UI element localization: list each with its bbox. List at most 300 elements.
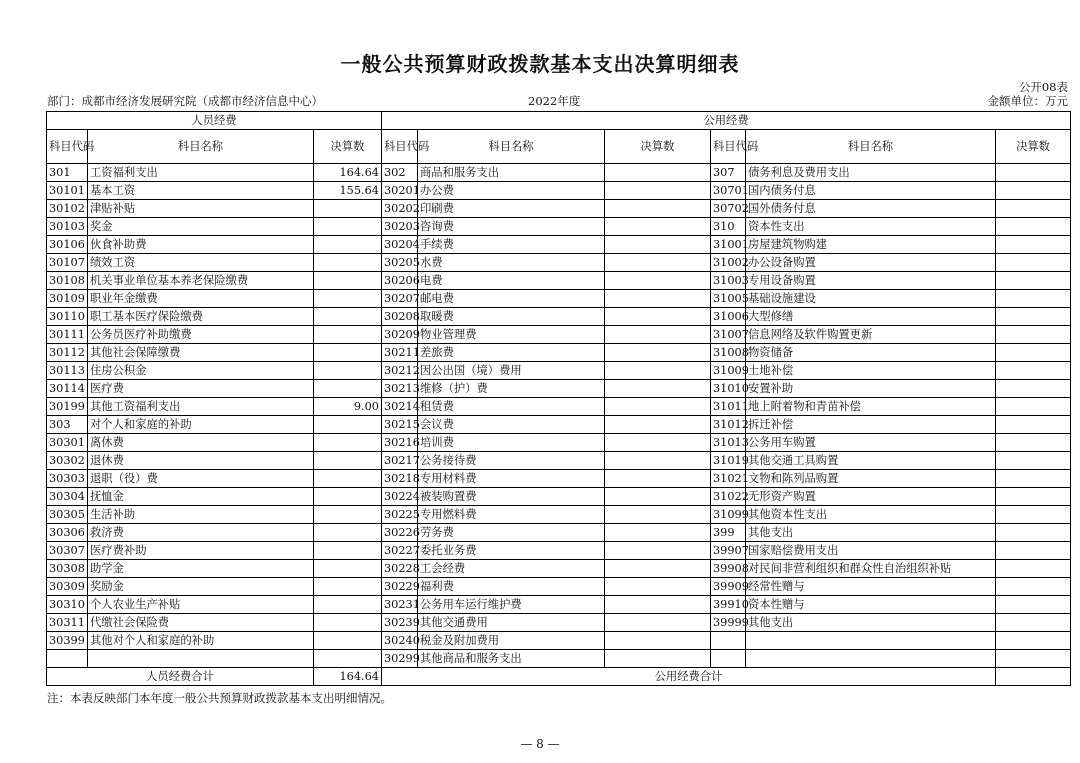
amount-cell — [314, 308, 382, 326]
page-title: 一般公共预算财政拨款基本支出决算明细表 — [340, 52, 740, 76]
amount-cell — [996, 272, 1071, 290]
personnel-total-label: 人员经费合计 — [47, 668, 314, 686]
table-row — [47, 524, 1071, 542]
amount-cell — [996, 452, 1071, 470]
table-row — [47, 254, 1071, 272]
subject-name: 伙食补助费 — [88, 236, 314, 254]
subject-code: 307 — [711, 164, 746, 182]
subject-code: 39910 — [711, 596, 746, 614]
amount-cell — [996, 308, 1071, 326]
subject-name: 机关事业单位基本养老保险缴费 — [88, 272, 314, 290]
table-row — [47, 272, 1071, 290]
subject-name: 基础设施建设 — [746, 290, 996, 308]
amount-cell — [996, 344, 1071, 362]
subject-name: 邮电费 — [418, 290, 605, 308]
subject-code: 30101 — [47, 182, 88, 200]
table-row — [47, 182, 1071, 200]
subject-name: 其他交通费用 — [418, 614, 605, 632]
subject-code: 30106 — [47, 236, 88, 254]
subject-name: 工资福利支出 — [88, 164, 314, 182]
table-row — [47, 236, 1071, 254]
column-header-code: 科目代码 — [711, 130, 746, 164]
subject-name: 奖金 — [88, 218, 314, 236]
subject-code: 31005 — [711, 290, 746, 308]
subject-name: 会议费 — [418, 416, 605, 434]
amount-cell — [314, 326, 382, 344]
amount-cell — [605, 434, 711, 452]
table-row — [47, 470, 1071, 488]
subject-code: 30306 — [47, 524, 88, 542]
column-header-code: 科目代码 — [47, 130, 88, 164]
subject-name — [746, 650, 996, 668]
amount-cell — [605, 326, 711, 344]
subject-code — [711, 650, 746, 668]
subject-name: 抚恤金 — [88, 488, 314, 506]
subject-code: 302 — [382, 164, 418, 182]
subject-code: 31009 — [711, 362, 746, 380]
subject-code: 30239 — [382, 614, 418, 632]
form-number: 公开08表 — [1018, 80, 1068, 94]
amount-cell — [605, 506, 711, 524]
subject-code: 30108 — [47, 272, 88, 290]
subject-name: 委托业务费 — [418, 542, 605, 560]
table-row — [47, 326, 1071, 344]
column-header-amount: 决算数 — [996, 130, 1071, 164]
amount-cell — [314, 596, 382, 614]
amount-cell — [314, 434, 382, 452]
subject-code: 30311 — [47, 614, 88, 632]
amount-cell — [314, 650, 382, 668]
subject-code: 39999 — [711, 614, 746, 632]
subject-name: 房屋建筑物购建 — [746, 236, 996, 254]
amount-cell — [605, 596, 711, 614]
subject-name: 物资储备 — [746, 344, 996, 362]
subject-name: 地上附着物和青苗补偿 — [746, 398, 996, 416]
subject-name: 公务接待费 — [418, 452, 605, 470]
subject-code: 31003 — [711, 272, 746, 290]
amount-cell — [996, 524, 1071, 542]
subject-code: 30205 — [382, 254, 418, 272]
subject-name: 维修（护）费 — [418, 380, 605, 398]
amount-cell — [605, 236, 711, 254]
subject-name: 资本性支出 — [746, 218, 996, 236]
amount-cell — [996, 488, 1071, 506]
subject-name: 医疗费 — [88, 380, 314, 398]
table-row — [47, 434, 1071, 452]
subject-name: 绩效工资 — [88, 254, 314, 272]
subject-code: 30113 — [47, 362, 88, 380]
subject-code: 30304 — [47, 488, 88, 506]
subject-name: 住房公积金 — [88, 362, 314, 380]
subject-code: 30310 — [47, 596, 88, 614]
amount-cell — [605, 362, 711, 380]
subject-name: 津贴补贴 — [88, 200, 314, 218]
subject-name: 土地补偿 — [746, 362, 996, 380]
fiscal-year: 2022年度 — [528, 94, 581, 108]
table-row — [47, 416, 1071, 434]
subject-code: 303 — [47, 416, 88, 434]
subject-code: 30218 — [382, 470, 418, 488]
subject-code: 30199 — [47, 398, 88, 416]
subject-code: 30209 — [382, 326, 418, 344]
subject-code: 30114 — [47, 380, 88, 398]
subject-code: 30305 — [47, 506, 88, 524]
amount-cell — [996, 416, 1071, 434]
subject-name: 国内债务付息 — [746, 182, 996, 200]
subject-code — [47, 650, 88, 668]
subject-name: 其他商品和服务支出 — [418, 650, 605, 668]
table-row — [47, 632, 1071, 650]
amount-cell — [996, 218, 1071, 236]
subject-code: 31011 — [711, 398, 746, 416]
subject-name: 对个人和家庭的补助 — [88, 416, 314, 434]
amount-cell — [996, 290, 1071, 308]
subject-code: 301 — [47, 164, 88, 182]
subject-name — [88, 650, 314, 668]
subject-code: 30207 — [382, 290, 418, 308]
subject-code: 31008 — [711, 344, 746, 362]
column-header-amount: 决算数 — [314, 130, 382, 164]
amount-cell — [314, 290, 382, 308]
subject-name: 其他资本性支出 — [746, 506, 996, 524]
subject-name: 办公设备购置 — [746, 254, 996, 272]
subject-code: 30103 — [47, 218, 88, 236]
table-row — [47, 614, 1071, 632]
subject-code: 31099 — [711, 506, 746, 524]
subject-name: 专用燃料费 — [418, 506, 605, 524]
amount-cell — [605, 182, 711, 200]
subject-code: 31013 — [711, 434, 746, 452]
amount-cell — [314, 254, 382, 272]
amount-cell — [605, 344, 711, 362]
subject-code: 30201 — [382, 182, 418, 200]
amount-cell — [314, 578, 382, 596]
subject-name: 文物和陈列品购置 — [746, 470, 996, 488]
subject-code: 30211 — [382, 344, 418, 362]
subject-code: 30215 — [382, 416, 418, 434]
subject-code: 30204 — [382, 236, 418, 254]
subject-code: 30399 — [47, 632, 88, 650]
amount-cell — [314, 470, 382, 488]
amount-cell — [605, 578, 711, 596]
amount-cell — [996, 434, 1071, 452]
amount-cell — [996, 236, 1071, 254]
amount-cell — [605, 632, 711, 650]
amount-cell — [314, 542, 382, 560]
amount-cell — [996, 632, 1071, 650]
personnel-total-value: 164.64 — [314, 668, 382, 686]
subject-name: 债务利息及费用支出 — [746, 164, 996, 182]
table-row — [47, 344, 1071, 362]
subject-name: 租赁费 — [418, 398, 605, 416]
amount-cell — [314, 200, 382, 218]
subject-code: 30231 — [382, 596, 418, 614]
subject-code: 30301 — [47, 434, 88, 452]
amount-cell — [996, 362, 1071, 380]
amount-cell: 9.00 — [314, 398, 382, 416]
amount-cell — [605, 452, 711, 470]
subject-name: 职业年金缴费 — [88, 290, 314, 308]
amount-cell — [605, 308, 711, 326]
amount-unit: 金额单位：万元 — [987, 94, 1068, 108]
personnel-header: 人员经费 — [47, 112, 382, 130]
amount-cell — [314, 560, 382, 578]
subject-name: 基本工资 — [88, 182, 314, 200]
subject-name: 奖励金 — [88, 578, 314, 596]
table-row — [47, 578, 1071, 596]
subject-name: 电费 — [418, 272, 605, 290]
subject-name: 税金及附加费用 — [418, 632, 605, 650]
subject-code: 30202 — [382, 200, 418, 218]
subject-name: 物业管理费 — [418, 326, 605, 344]
subject-name: 商品和服务支出 — [418, 164, 605, 182]
subject-name: 被装购置费 — [418, 488, 605, 506]
subject-code: 31002 — [711, 254, 746, 272]
amount-cell: 164.64 — [314, 164, 382, 182]
amount-cell — [996, 254, 1071, 272]
subject-code: 39907 — [711, 542, 746, 560]
subject-code: 30214 — [382, 398, 418, 416]
subject-name: 差旅费 — [418, 344, 605, 362]
amount-cell: 155.64 — [314, 182, 382, 200]
subject-name: 公务员医疗补助缴费 — [88, 326, 314, 344]
amount-cell — [996, 560, 1071, 578]
subject-name: 信息网络及软件购置更新 — [746, 326, 996, 344]
amount-cell — [996, 182, 1071, 200]
subject-name: 其他社会保障缴费 — [88, 344, 314, 362]
subject-name — [746, 632, 996, 650]
amount-cell — [605, 290, 711, 308]
amount-cell — [314, 632, 382, 650]
expenditure-table — [46, 111, 1071, 686]
totals-row — [47, 668, 1071, 686]
subject-code: 31012 — [711, 416, 746, 434]
subject-code: 30206 — [382, 272, 418, 290]
amount-cell — [996, 326, 1071, 344]
subject-code: 30299 — [382, 650, 418, 668]
column-header-code: 科目代码 — [382, 130, 418, 164]
amount-cell — [314, 344, 382, 362]
subject-name: 安置补助 — [746, 380, 996, 398]
subject-code: 30111 — [47, 326, 88, 344]
page-number: — 8 — — [520, 737, 560, 751]
table-note: 注：本表反映部门本年度一般公共预算财政拨款基本支出明细情况。 — [47, 691, 392, 705]
subject-code: 31021 — [711, 470, 746, 488]
subject-name: 其他交通工具购置 — [746, 452, 996, 470]
amount-cell — [605, 272, 711, 290]
amount-cell — [314, 416, 382, 434]
table-row — [47, 164, 1071, 182]
table-row — [47, 506, 1071, 524]
subject-code: 30112 — [47, 344, 88, 362]
amount-cell — [605, 398, 711, 416]
subject-code: 31019 — [711, 452, 746, 470]
amount-cell — [314, 380, 382, 398]
amount-cell — [314, 218, 382, 236]
amount-cell — [314, 614, 382, 632]
subject-name: 咨询费 — [418, 218, 605, 236]
table-row — [47, 398, 1071, 416]
subject-name: 因公出国（境）费用 — [418, 362, 605, 380]
amount-cell — [996, 596, 1071, 614]
column-header-amount: 决算数 — [605, 130, 711, 164]
table-row — [47, 308, 1071, 326]
amount-cell — [996, 506, 1071, 524]
amount-cell — [605, 488, 711, 506]
subject-name: 专用设备购置 — [746, 272, 996, 290]
amount-cell — [996, 578, 1071, 596]
table-row — [47, 560, 1071, 578]
table-row — [47, 542, 1071, 560]
public-total-label: 公用经费合计 — [382, 668, 996, 686]
table-row — [47, 290, 1071, 308]
subject-name: 无形资产购置 — [746, 488, 996, 506]
subject-code: 30212 — [382, 362, 418, 380]
subject-code: 30203 — [382, 218, 418, 236]
subject-name: 取暖费 — [418, 308, 605, 326]
table-column-header — [47, 130, 1071, 164]
subject-name: 专用材料费 — [418, 470, 605, 488]
subject-name: 离休费 — [88, 434, 314, 452]
amount-cell — [996, 650, 1071, 668]
subject-name: 对民间非营利组织和群众性自治组织补贴 — [746, 560, 996, 578]
subject-code: 30102 — [47, 200, 88, 218]
column-header-name: 科目名称 — [746, 130, 996, 164]
amount-cell — [996, 614, 1071, 632]
subject-name: 印刷费 — [418, 200, 605, 218]
subject-code: 30216 — [382, 434, 418, 452]
subject-code: 30107 — [47, 254, 88, 272]
subject-code: 30307 — [47, 542, 88, 560]
amount-cell — [605, 542, 711, 560]
table-row — [47, 218, 1071, 236]
subject-code: 30227 — [382, 542, 418, 560]
amount-cell — [314, 272, 382, 290]
table-row — [47, 488, 1071, 506]
subject-code: 31022 — [711, 488, 746, 506]
subject-code: 30208 — [382, 308, 418, 326]
subject-code: 30229 — [382, 578, 418, 596]
subject-name: 个人农业生产补贴 — [88, 596, 314, 614]
subject-name: 培训费 — [418, 434, 605, 452]
subject-name: 资本性赠与 — [746, 596, 996, 614]
amount-cell — [605, 524, 711, 542]
subject-name: 工会经费 — [418, 560, 605, 578]
subject-name: 其他支出 — [746, 614, 996, 632]
amount-cell — [605, 614, 711, 632]
subject-code: 31001 — [711, 236, 746, 254]
subject-code: 30701 — [711, 182, 746, 200]
subject-code: 30702 — [711, 200, 746, 218]
table-group-header — [47, 112, 1071, 130]
subject-code: 30224 — [382, 488, 418, 506]
subject-code: 39908 — [711, 560, 746, 578]
subject-code: 30225 — [382, 506, 418, 524]
amount-cell — [314, 488, 382, 506]
subject-name: 国外债务付息 — [746, 200, 996, 218]
subject-name: 拆迁补偿 — [746, 416, 996, 434]
subject-code: 399 — [711, 524, 746, 542]
subject-name: 职工基本医疗保险缴费 — [88, 308, 314, 326]
table-row — [47, 362, 1071, 380]
amount-cell — [605, 560, 711, 578]
subject-name: 其他工资福利支出 — [88, 398, 314, 416]
subject-name: 生活补助 — [88, 506, 314, 524]
amount-cell — [605, 416, 711, 434]
amount-cell — [996, 200, 1071, 218]
subject-name: 水费 — [418, 254, 605, 272]
subject-code: 30226 — [382, 524, 418, 542]
subject-name: 手续费 — [418, 236, 605, 254]
subject-code: 31006 — [711, 308, 746, 326]
department-label: 部门：成都市经济发展研究院（成都市经济信息中心） — [47, 94, 323, 108]
amount-cell — [996, 542, 1071, 560]
subject-name: 救济费 — [88, 524, 314, 542]
amount-cell — [996, 164, 1071, 182]
amount-cell — [605, 380, 711, 398]
subject-name: 办公费 — [418, 182, 605, 200]
amount-cell — [605, 164, 711, 182]
amount-cell — [314, 362, 382, 380]
public-total-value — [996, 668, 1071, 686]
subject-code: 30308 — [47, 560, 88, 578]
amount-cell — [314, 452, 382, 470]
column-header-name: 科目名称 — [418, 130, 605, 164]
amount-cell — [605, 650, 711, 668]
amount-cell — [605, 470, 711, 488]
amount-cell — [605, 200, 711, 218]
amount-cell — [605, 254, 711, 272]
subject-name: 公务用车运行维护费 — [418, 596, 605, 614]
amount-cell — [314, 506, 382, 524]
subject-code: 30309 — [47, 578, 88, 596]
amount-cell — [314, 236, 382, 254]
subject-code: 30303 — [47, 470, 88, 488]
column-header-name: 科目名称 — [88, 130, 314, 164]
subject-code: 30302 — [47, 452, 88, 470]
subject-name: 其他支出 — [746, 524, 996, 542]
subject-code: 31007 — [711, 326, 746, 344]
table-row — [47, 380, 1071, 398]
subject-name: 代缴社会保险费 — [88, 614, 314, 632]
public-header: 公用经费 — [382, 112, 1071, 130]
amount-cell — [314, 524, 382, 542]
table-row — [47, 200, 1071, 218]
subject-code: 30228 — [382, 560, 418, 578]
table-row — [47, 452, 1071, 470]
subject-name: 退休费 — [88, 452, 314, 470]
subject-name: 国家赔偿费用支出 — [746, 542, 996, 560]
amount-cell — [996, 470, 1071, 488]
subject-code: 30109 — [47, 290, 88, 308]
subject-code: 30213 — [382, 380, 418, 398]
subject-code: 310 — [711, 218, 746, 236]
subject-code: 39909 — [711, 578, 746, 596]
subject-name: 其他对个人和家庭的补助 — [88, 632, 314, 650]
subject-name: 医疗费补助 — [88, 542, 314, 560]
amount-cell — [605, 218, 711, 236]
subject-name: 助学金 — [88, 560, 314, 578]
amount-cell — [996, 380, 1071, 398]
subject-name: 福利费 — [418, 578, 605, 596]
table-row — [47, 650, 1071, 668]
subject-name: 劳务费 — [418, 524, 605, 542]
subject-code: 30240 — [382, 632, 418, 650]
subject-code: 31010 — [711, 380, 746, 398]
subject-name: 退职（役）费 — [88, 470, 314, 488]
table-row — [47, 596, 1071, 614]
subject-code: 30110 — [47, 308, 88, 326]
